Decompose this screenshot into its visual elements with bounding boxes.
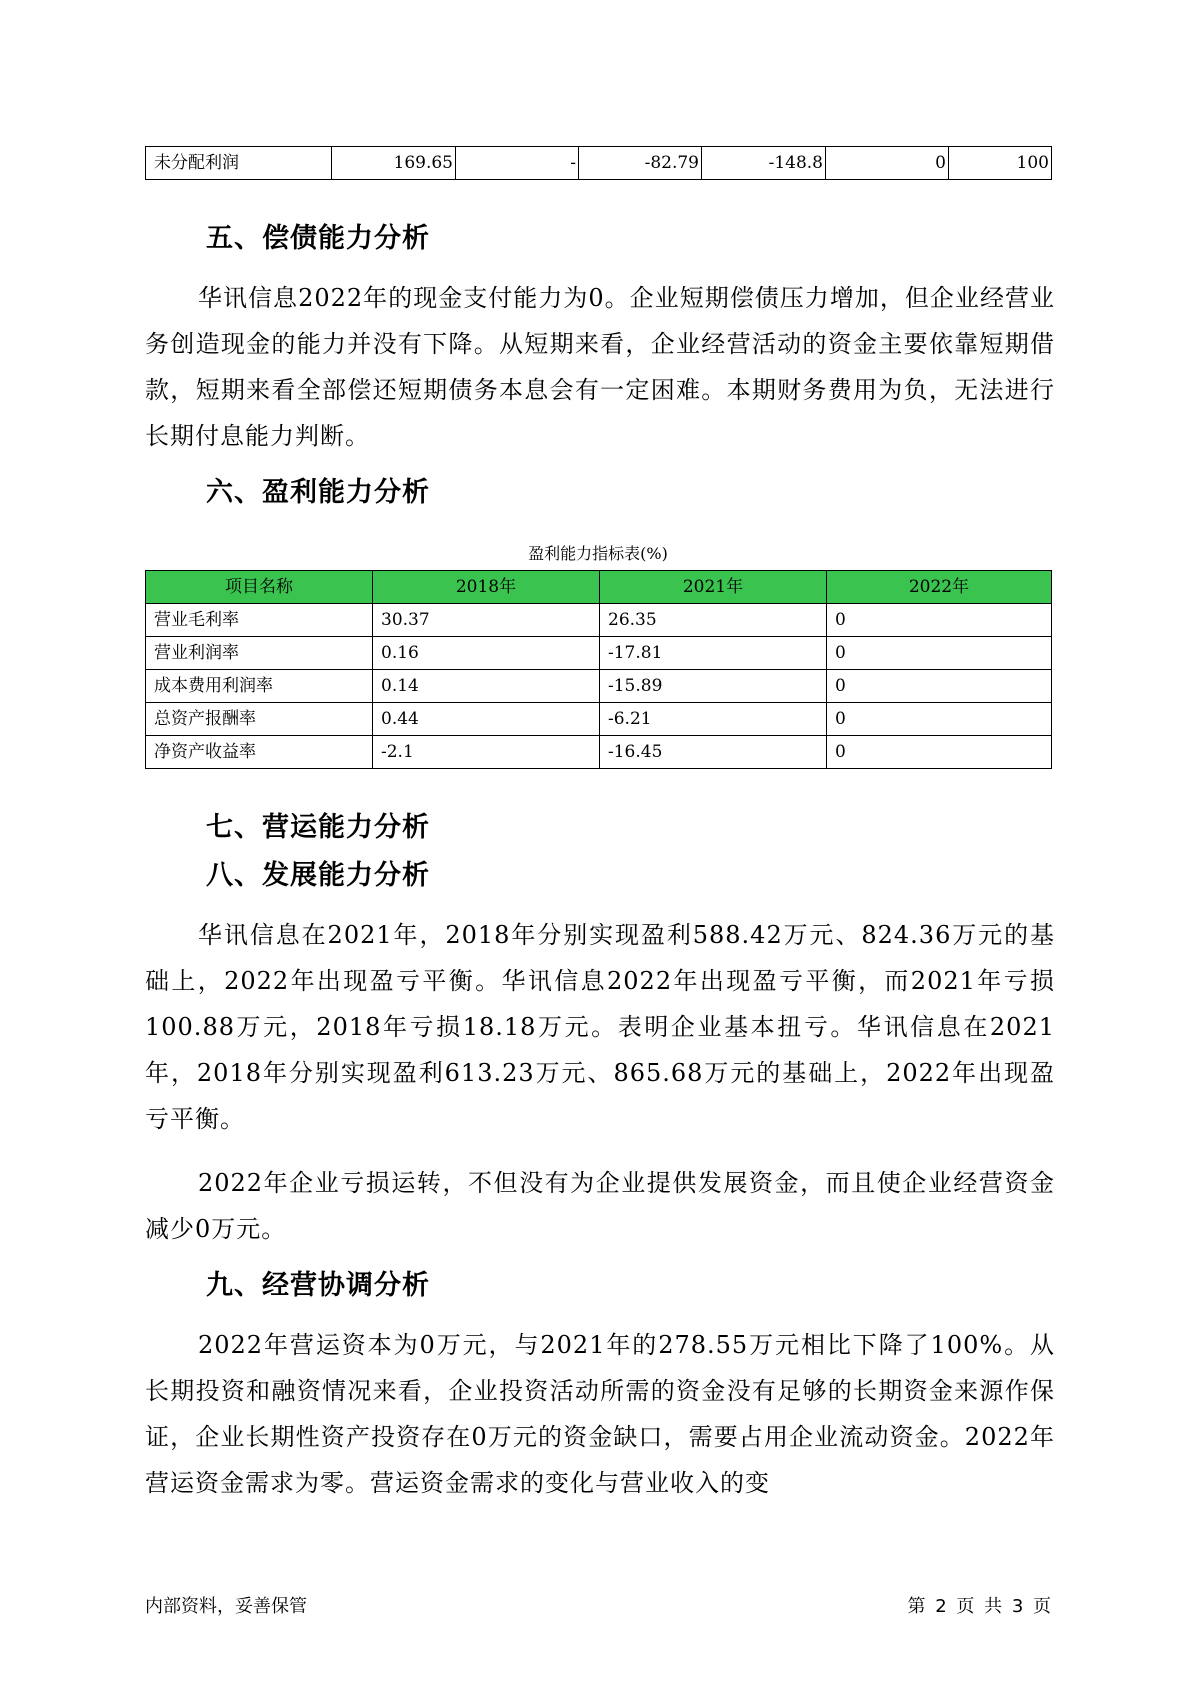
section-heading-coordination: 九、经营协调分析 (206, 1270, 430, 1301)
paragraph-development-1: 华讯信息在2021年，2018年分别实现盈利588.42万元、824.36万元的基础上，2022年出现盈亏平衡。华讯信息2022年出现盈亏平衡，而2021年亏损100.88万元，2018年亏损18.18万元。表明企业基本扭亏。华讯信息在2021年，2018年分别实现盈利613.23万元、865.68万元的基础上，2022年出现盈亏平衡。 (145, 921, 1055, 1133)
table-cell: -15.89 (600, 670, 827, 703)
table-cell: -2.1 (373, 736, 600, 769)
table-cell: 0 (827, 703, 1052, 736)
table-cell: 169.65 (332, 147, 456, 180)
table-cell: 总资产报酬率 (146, 703, 373, 736)
table-header-cell: 2021年 (600, 571, 827, 604)
section-heading-development: 八、发展能力分析 (206, 860, 430, 891)
table-cell: 0 (826, 147, 949, 180)
table-cell: 营业毛利率 (146, 604, 373, 637)
table-cell: -82.79 (579, 147, 702, 180)
table-header-cell: 2018年 (373, 571, 600, 604)
table-cell: 100 (949, 147, 1052, 180)
table-cell: 0 (827, 604, 1052, 637)
table-cell: 未分配利润 (146, 147, 332, 180)
table-cell: 26.35 (600, 604, 827, 637)
table-cell: 0 (827, 637, 1052, 670)
footer-confidential-note: 内部资料，妥善保管 (145, 1596, 307, 1617)
table-header-cell: 项目名称 (146, 571, 373, 604)
table-cell: 净资产收益率 (146, 736, 373, 769)
table-cell: 0.44 (373, 703, 600, 736)
table-row (146, 147, 1052, 180)
table-cell: 营业利润率 (146, 637, 373, 670)
table-header-row (146, 571, 1052, 604)
table-row (146, 604, 1052, 637)
profitability-table (145, 570, 1052, 769)
table-cell: -16.45 (600, 736, 827, 769)
table-caption: 盈利能力指标表(%) (528, 544, 668, 563)
table-cell: -148.8 (702, 147, 826, 180)
table-cell: - (456, 147, 579, 180)
table-cell: 0.16 (373, 637, 600, 670)
table-cell: -6.21 (600, 703, 827, 736)
prior-data-table (145, 146, 1052, 180)
table-cell: 0 (827, 736, 1052, 769)
table-cell: 0 (827, 670, 1052, 703)
paragraph-coordination: 2022年营运资本为0万元，与2021年的278.55万元相比下降了100%。从长期投资和融资情况来看，企业投资活动所需的资金没有足够的长期资金来源作保证，企业长期性资产投资存在0万元的资金缺口，需要占用企业流动资金。2022年营运资金需求为零。营运资金需求的变化与营业收入的变 (145, 1331, 1055, 1497)
table-header-cell: 2022年 (827, 571, 1052, 604)
paragraph-solvency: 华讯信息2022年的现金支付能力为0。企业短期偿债压力增加，但企业经营业务创造现金的能力并没有下降。从短期来看，企业经营活动的资金主要依靠短期借款，短期来看全部偿还短期债务本息会有一定困难。本期财务费用为负，无法进行长期付息能力判断。 (145, 284, 1055, 450)
section-heading-solvency: 五、偿债能力分析 (206, 223, 430, 254)
table-row (146, 637, 1052, 670)
table-row (146, 736, 1052, 769)
table-row (146, 703, 1052, 736)
footer-page-number: 第 2 页 共 3 页 (907, 1596, 1051, 1617)
table-cell: -17.81 (600, 637, 827, 670)
table-cell: 成本费用利润率 (146, 670, 373, 703)
table-row (146, 670, 1052, 703)
table-cell: 0.14 (373, 670, 600, 703)
table-cell: 30.37 (373, 604, 600, 637)
section-heading-profitability: 六、盈利能力分析 (206, 477, 430, 508)
paragraph-development-2: 2022年企业亏损运转，不但没有为企业提供发展资金，而且使企业经营资金减少0万元。 (145, 1169, 1055, 1243)
section-heading-operations: 七、营运能力分析 (206, 812, 430, 843)
